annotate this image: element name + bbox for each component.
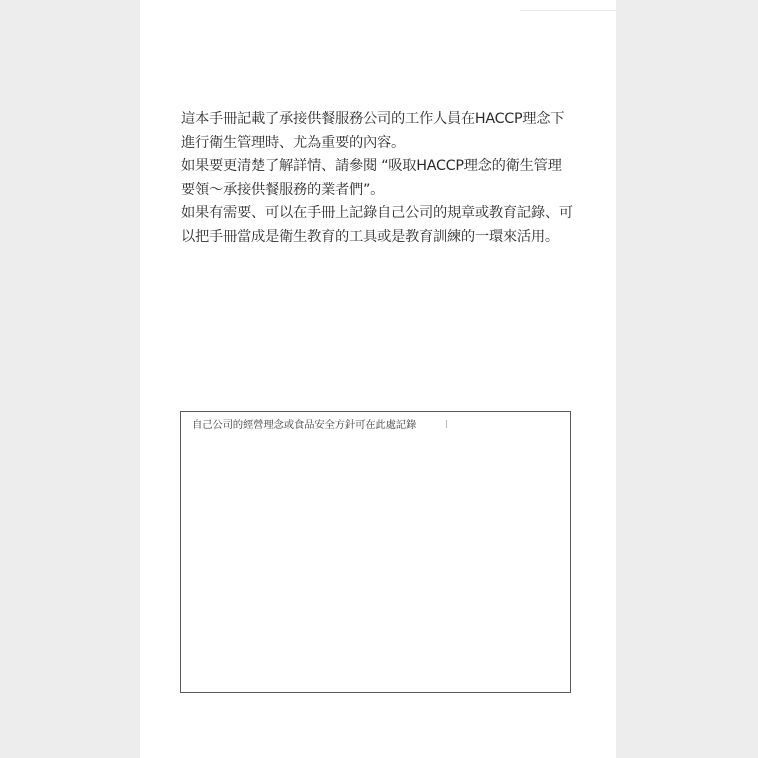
intro-line-4: 要領〜承接供餐服務的業者們”。 xyxy=(181,181,385,198)
intro-line-2: 進行衛生管理時、尤為重要的內容。 xyxy=(181,134,405,151)
page-edge-line xyxy=(520,10,616,11)
document-page xyxy=(140,0,616,758)
intro-line-6: 以把手冊當成是衛生教育的工具或是教育訓練的一環來活用。 xyxy=(181,228,559,245)
intro-text xyxy=(181,108,581,250)
record-box-label: 自己公司的經營理念或食品安全方針可在此處記錄 xyxy=(192,419,417,431)
intro-line-1: 這本手冊記載了承接供餐服務公司的工作人員在HACCP理念下 xyxy=(181,111,565,127)
pen-mark xyxy=(446,420,447,428)
intro-line-3: 如果要更清楚了解詳情、請參閱 “吸取HACCP理念的衛生管理 xyxy=(181,158,562,175)
intro-line-5: 如果有需要、可以在手冊上記錄自己公司的規章或教育記錄、可 xyxy=(181,205,573,222)
company-policy-record-box[interactable] xyxy=(180,411,571,693)
